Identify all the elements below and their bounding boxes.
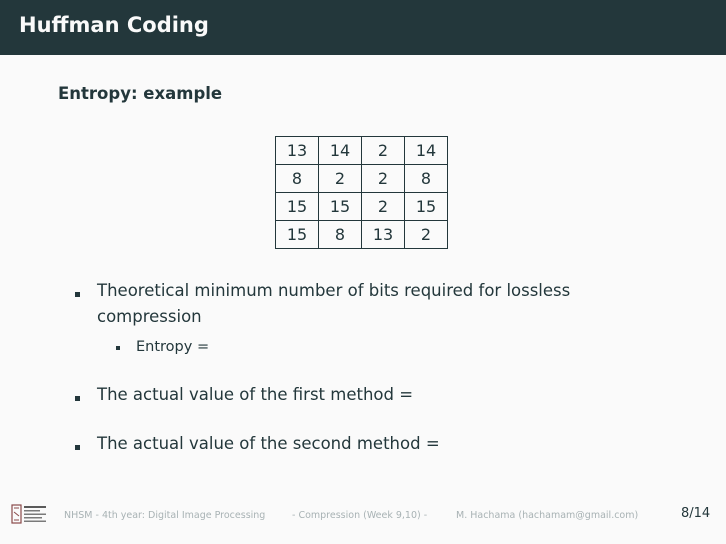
grid-cell: 15 — [405, 193, 448, 221]
grid-cell: 14 — [405, 137, 448, 165]
grid-cell: 15 — [319, 193, 362, 221]
grid-cell: 8 — [276, 165, 319, 193]
footer-section: - Compression (Week 9,10) - — [292, 510, 428, 521]
grid-cell: 2 — [319, 165, 362, 193]
slide-title: Huffman Coding — [19, 13, 209, 37]
grid-cell: 14 — [319, 137, 362, 165]
bullet-icon — [75, 396, 80, 401]
slide-subtitle: Entropy: example — [58, 84, 223, 103]
slide-footer — [0, 500, 726, 530]
grid-cell: 2 — [362, 165, 405, 193]
sub-bullet-entropy: Entropy = — [136, 339, 210, 355]
grid-cell: 13 — [276, 137, 319, 165]
grid-cell: 8 — [405, 165, 448, 193]
footer-author: M. Hachama (hachamam@gmail.com) — [456, 510, 639, 521]
page-number: 8/14 — [681, 506, 711, 521]
grid-cell: 13 — [362, 221, 405, 249]
grid-cell: 15 — [276, 221, 319, 249]
grid-cell: 2 — [362, 193, 405, 221]
sub-bullet-icon — [116, 346, 120, 350]
bullet-1-line-1: Theoretical minimum number of bits required for lossless — [97, 281, 571, 300]
grid-cell: 15 — [276, 193, 319, 221]
grid-cell: 2 — [405, 221, 448, 249]
bullet-icon — [75, 292, 80, 297]
grid-cell: 2 — [362, 137, 405, 165]
bullet-1-line-2: compression — [97, 307, 202, 326]
bullet-2: The actual value of the first method = — [97, 385, 414, 404]
bullet-icon — [75, 445, 80, 450]
bullet-3: The actual value of the second method = — [97, 434, 440, 453]
grid-cell: 8 — [319, 221, 362, 249]
footer-course: NHSM - 4th year: Digital Image Processing — [64, 510, 266, 521]
